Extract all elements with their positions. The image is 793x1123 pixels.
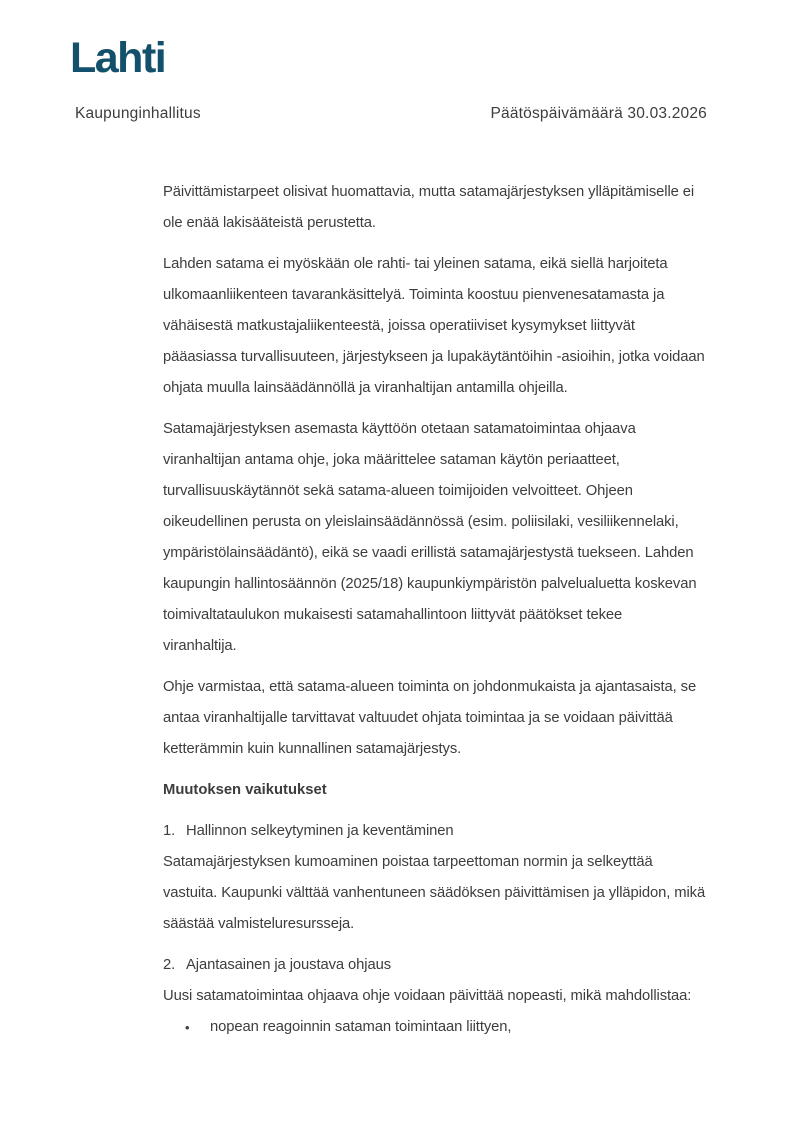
list-item-number: 1.: [163, 823, 176, 839]
paragraph: [163, 249, 743, 404]
list-item-number: 2.: [163, 957, 176, 973]
section-heading: Muutoksen vaikutukset: [163, 782, 327, 798]
paragraph: [163, 847, 743, 940]
paragraph-line: Uusi satamatoimintaa ohjaava ohje voidaan päivittää nopeasti, mikä mahdollistaa:: [163, 988, 692, 1004]
paragraph-line: Satamajärjestyksen kumoaminen poistaa tarpeettoman normin ja selkeyttää: [163, 854, 653, 870]
paragraph-line: oikeudellinen perusta on yleislainsäädännössä (esim. poliisilaki, vesiliikennelaki,: [163, 514, 679, 530]
paragraph-line: ketterämmin kuin kunnallinen satamajärjestys.: [163, 741, 462, 757]
bullet-item-text: nopean reagoinnin sataman toimintaan liittyen,: [210, 1019, 512, 1035]
paragraph-line: vähäisestä matkustajaliikenteestä, joissa operatiiviset kysymykset liittyvät: [163, 318, 635, 334]
paragraph-line: ympäristölainsäädäntö), eikä se vaadi erillistä satamajärjestystä tuekseen. Lahden: [163, 545, 694, 561]
paragraph-line: Ohje varmistaa, että satama-alueen toiminta on johdonmukaista ja ajantasaista, se: [163, 679, 697, 695]
lahti-logo: Lahti: [70, 34, 166, 82]
paragraph-line: turvallisuuskäytännöt sekä satama-alueen toimijoiden velvoitteet. Ohjeen: [163, 483, 633, 499]
paragraph: [163, 672, 743, 765]
list-item-text: Ajantasainen ja joustava ohjaus: [186, 957, 392, 973]
document-body: [163, 177, 743, 1043]
paragraph-line: ulkomaanliikenteen tavarankäsittelyä. Toiminta koostuu pienvenesatamasta ja: [163, 287, 665, 303]
bullet-list-item: [163, 1012, 743, 1043]
paragraph-line: Lahden satama ei myöskään ole rahti- tai yleinen satama, eikä siellä harjoiteta: [163, 256, 668, 272]
paragraph-line: vastuita. Kaupunki välttää vanhentuneen säädöksen päivittämisen ja ylläpidon, mikä: [163, 885, 706, 901]
numbered-list-item: [163, 816, 743, 847]
paragraph-line: pääasiassa turvallisuuteen, järjestykseen ja lupakäytäntöihin -asioihin, jotka voidaan: [163, 349, 705, 365]
header-decision-date: Päätöspäivämäärä 30.03.2026: [490, 105, 707, 122]
paragraph-line: viranhaltijan antama ohje, joka määrittelee sataman käytön periaatteet,: [163, 452, 620, 468]
paragraph: [163, 981, 743, 1012]
paragraph-line: Päivittämistarpeet olisivat huomattavia, mutta satamajärjestyksen ylläpitämiselle ei: [163, 184, 695, 200]
paragraph: [163, 414, 743, 662]
bullet-marker: •: [185, 1020, 190, 1035]
numbered-list-item: [163, 950, 743, 981]
paragraph-line: antaa viranhaltijalle tarvittavat valtuudet ohjata toimintaa ja se voidaan päivittää: [163, 710, 673, 726]
paragraph-line: toimivaltataulukon mukaisesti satamahallintoon liittyvät päätökset tekee: [163, 607, 623, 623]
paragraph: [163, 177, 743, 239]
paragraph-line: viranhaltija.: [163, 638, 237, 654]
paragraph-line: ohjata muulla lainsäädännöllä ja viranhaltijan antamilla ohjeilla.: [163, 380, 568, 396]
paragraph-line: säästää valmisteluresursseja.: [163, 916, 355, 932]
paragraph-line: kaupungin hallintosäännön (2025/18) kaupunkiympäristön palvelualuetta koskevan: [163, 576, 697, 592]
paragraph-line: ole enää lakisääteistä perustetta.: [163, 215, 376, 231]
document-header: [75, 103, 707, 125]
paragraph-line: Satamajärjestyksen asemasta käyttöön otetaan satamatoimintaa ohjaava: [163, 421, 636, 437]
list-item-text: Hallinnon selkeytyminen ja keventäminen: [186, 823, 454, 839]
header-organization: Kaupunginhallitus: [75, 105, 201, 122]
